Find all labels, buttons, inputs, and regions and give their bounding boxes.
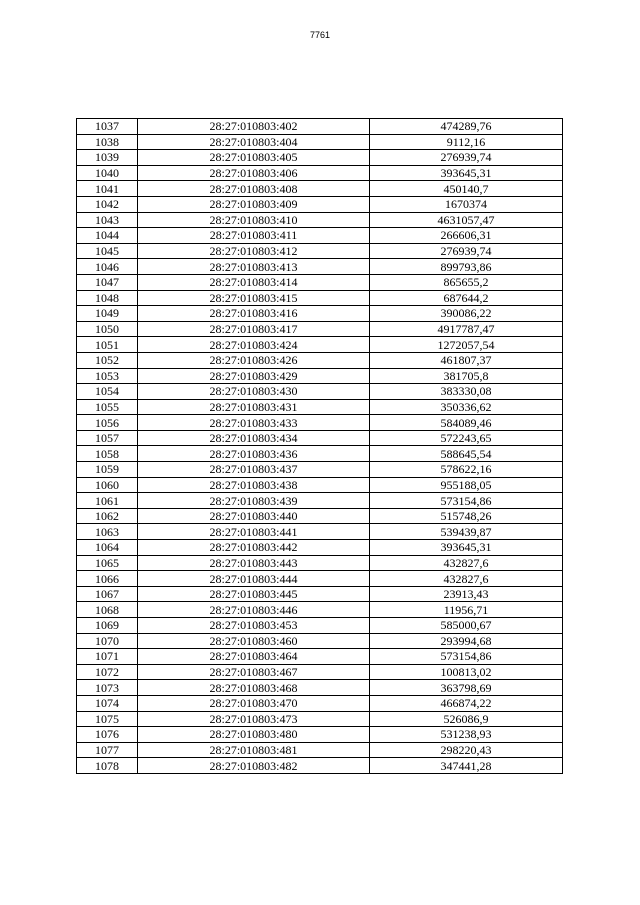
row-number-cell: 1044 bbox=[77, 228, 138, 244]
value-cell: 390086,22 bbox=[370, 306, 563, 322]
table-row bbox=[77, 306, 563, 322]
table-row bbox=[77, 540, 563, 556]
cadastral-number-cell: 28:27:010803:424 bbox=[138, 337, 370, 353]
row-number-cell: 1061 bbox=[77, 493, 138, 509]
cadastral-number-cell: 28:27:010803:443 bbox=[138, 555, 370, 571]
cadastral-number-cell: 28:27:010803:413 bbox=[138, 259, 370, 275]
cadastral-number-cell: 28:27:010803:467 bbox=[138, 664, 370, 680]
value-cell: 298220,43 bbox=[370, 742, 563, 758]
table-row bbox=[77, 649, 563, 665]
table-row bbox=[77, 337, 563, 353]
row-number-cell: 1054 bbox=[77, 384, 138, 400]
value-cell: 865655,2 bbox=[370, 274, 563, 290]
row-number-cell: 1058 bbox=[77, 446, 138, 462]
table-row bbox=[77, 228, 563, 244]
row-number-cell: 1037 bbox=[77, 119, 138, 135]
cadastral-number-cell: 28:27:010803:408 bbox=[138, 181, 370, 197]
table-row bbox=[77, 259, 563, 275]
row-number-cell: 1060 bbox=[77, 477, 138, 493]
table-body bbox=[77, 119, 563, 774]
table-row bbox=[77, 555, 563, 571]
table-row bbox=[77, 430, 563, 446]
value-cell: 461807,37 bbox=[370, 352, 563, 368]
cadastral-number-cell: 28:27:010803:439 bbox=[138, 493, 370, 509]
value-cell: 9112,16 bbox=[370, 134, 563, 150]
table-row bbox=[77, 321, 563, 337]
row-number-cell: 1039 bbox=[77, 150, 138, 166]
cadastral-number-cell: 28:27:010803:468 bbox=[138, 680, 370, 696]
value-cell: 585000,67 bbox=[370, 618, 563, 634]
value-cell: 432827,6 bbox=[370, 555, 563, 571]
cadastral-number-cell: 28:27:010803:409 bbox=[138, 196, 370, 212]
cadastral-number-cell: 28:27:010803:481 bbox=[138, 742, 370, 758]
page-number: 7761 bbox=[309, 30, 331, 40]
value-cell: 4631057,47 bbox=[370, 212, 563, 228]
value-cell: 393645,31 bbox=[370, 165, 563, 181]
value-cell: 432827,6 bbox=[370, 571, 563, 587]
cadastral-number-cell: 28:27:010803:445 bbox=[138, 586, 370, 602]
table-row bbox=[77, 290, 563, 306]
value-cell: 363798,69 bbox=[370, 680, 563, 696]
cadastral-number-cell: 28:27:010803:433 bbox=[138, 415, 370, 431]
table-row bbox=[77, 119, 563, 135]
value-cell: 383330,08 bbox=[370, 384, 563, 400]
value-cell: 450140,7 bbox=[370, 181, 563, 197]
cadastral-number-cell: 28:27:010803:440 bbox=[138, 508, 370, 524]
row-number-cell: 1070 bbox=[77, 633, 138, 649]
table-row bbox=[77, 493, 563, 509]
row-number-cell: 1071 bbox=[77, 649, 138, 665]
row-number-cell: 1056 bbox=[77, 415, 138, 431]
cadastral-number-cell: 28:27:010803:405 bbox=[138, 150, 370, 166]
row-number-cell: 1047 bbox=[77, 274, 138, 290]
cadastral-value-table bbox=[76, 118, 563, 774]
table-row bbox=[77, 586, 563, 602]
cadastral-number-cell: 28:27:010803:437 bbox=[138, 462, 370, 478]
row-number-cell: 1076 bbox=[77, 727, 138, 743]
value-cell: 100813,02 bbox=[370, 664, 563, 680]
value-cell: 347441,28 bbox=[370, 758, 563, 774]
row-number-cell: 1038 bbox=[77, 134, 138, 150]
value-cell: 1272057,54 bbox=[370, 337, 563, 353]
cadastral-number-cell: 28:27:010803:430 bbox=[138, 384, 370, 400]
table-row bbox=[77, 212, 563, 228]
value-cell: 276939,74 bbox=[370, 243, 563, 259]
table-row bbox=[77, 134, 563, 150]
table-row bbox=[77, 352, 563, 368]
value-cell: 955188,05 bbox=[370, 477, 563, 493]
cadastral-number-cell: 28:27:010803:482 bbox=[138, 758, 370, 774]
row-number-cell: 1048 bbox=[77, 290, 138, 306]
value-cell: 23913,43 bbox=[370, 586, 563, 602]
cadastral-number-cell: 28:27:010803:473 bbox=[138, 711, 370, 727]
cadastral-number-cell: 28:27:010803:431 bbox=[138, 399, 370, 415]
cadastral-number-cell: 28:27:010803:404 bbox=[138, 134, 370, 150]
table-row bbox=[77, 462, 563, 478]
value-cell: 466874,22 bbox=[370, 695, 563, 711]
cadastral-number-cell: 28:27:010803:415 bbox=[138, 290, 370, 306]
value-cell: 687644,2 bbox=[370, 290, 563, 306]
row-number-cell: 1069 bbox=[77, 618, 138, 634]
value-cell: 573154,86 bbox=[370, 493, 563, 509]
cadastral-number-cell: 28:27:010803:446 bbox=[138, 602, 370, 618]
cadastral-number-cell: 28:27:010803:436 bbox=[138, 446, 370, 462]
row-number-cell: 1045 bbox=[77, 243, 138, 259]
table-row bbox=[77, 196, 563, 212]
cadastral-number-cell: 28:27:010803:406 bbox=[138, 165, 370, 181]
table-row bbox=[77, 524, 563, 540]
row-number-cell: 1053 bbox=[77, 368, 138, 384]
value-cell: 578622,16 bbox=[370, 462, 563, 478]
row-number-cell: 1075 bbox=[77, 711, 138, 727]
table-row bbox=[77, 446, 563, 462]
table-row bbox=[77, 602, 563, 618]
row-number-cell: 1062 bbox=[77, 508, 138, 524]
cadastral-number-cell: 28:27:010803:410 bbox=[138, 212, 370, 228]
cadastral-number-cell: 28:27:010803:464 bbox=[138, 649, 370, 665]
value-cell: 588645,54 bbox=[370, 446, 563, 462]
cadastral-number-cell: 28:27:010803:442 bbox=[138, 540, 370, 556]
value-cell: 350336,62 bbox=[370, 399, 563, 415]
value-cell: 899793,86 bbox=[370, 259, 563, 275]
cadastral-number-cell: 28:27:010803:444 bbox=[138, 571, 370, 587]
value-cell: 293994,68 bbox=[370, 633, 563, 649]
table-row bbox=[77, 399, 563, 415]
table-row bbox=[77, 181, 563, 197]
cadastral-number-cell: 28:27:010803:414 bbox=[138, 274, 370, 290]
table-row bbox=[77, 618, 563, 634]
row-number-cell: 1050 bbox=[77, 321, 138, 337]
row-number-cell: 1040 bbox=[77, 165, 138, 181]
cadastral-number-cell: 28:27:010803:480 bbox=[138, 727, 370, 743]
value-cell: 266606,31 bbox=[370, 228, 563, 244]
value-cell: 393645,31 bbox=[370, 540, 563, 556]
table-row bbox=[77, 633, 563, 649]
cadastral-number-cell: 28:27:010803:426 bbox=[138, 352, 370, 368]
row-number-cell: 1068 bbox=[77, 602, 138, 618]
table-row bbox=[77, 680, 563, 696]
value-cell: 531238,93 bbox=[370, 727, 563, 743]
row-number-cell: 1064 bbox=[77, 540, 138, 556]
cadastral-number-cell: 28:27:010803:470 bbox=[138, 695, 370, 711]
row-number-cell: 1051 bbox=[77, 337, 138, 353]
row-number-cell: 1072 bbox=[77, 664, 138, 680]
row-number-cell: 1041 bbox=[77, 181, 138, 197]
value-cell: 1670374 bbox=[370, 196, 563, 212]
table-row bbox=[77, 415, 563, 431]
row-number-cell: 1078 bbox=[77, 758, 138, 774]
value-cell: 276939,74 bbox=[370, 150, 563, 166]
row-number-cell: 1073 bbox=[77, 680, 138, 696]
value-cell: 573154,86 bbox=[370, 649, 563, 665]
row-number-cell: 1052 bbox=[77, 352, 138, 368]
row-number-cell: 1055 bbox=[77, 399, 138, 415]
cadastral-number-cell: 28:27:010803:429 bbox=[138, 368, 370, 384]
cadastral-number-cell: 28:27:010803:441 bbox=[138, 524, 370, 540]
row-number-cell: 1074 bbox=[77, 695, 138, 711]
table-row bbox=[77, 727, 563, 743]
table-row bbox=[77, 243, 563, 259]
table-row bbox=[77, 165, 563, 181]
value-cell: 474289,76 bbox=[370, 119, 563, 135]
cadastral-number-cell: 28:27:010803:417 bbox=[138, 321, 370, 337]
cadastral-number-cell: 28:27:010803:438 bbox=[138, 477, 370, 493]
row-number-cell: 1043 bbox=[77, 212, 138, 228]
cadastral-number-cell: 28:27:010803:411 bbox=[138, 228, 370, 244]
table-row bbox=[77, 274, 563, 290]
value-cell: 515748,26 bbox=[370, 508, 563, 524]
table-row bbox=[77, 384, 563, 400]
table-row bbox=[77, 571, 563, 587]
value-cell: 539439,87 bbox=[370, 524, 563, 540]
table-row bbox=[77, 711, 563, 727]
row-number-cell: 1063 bbox=[77, 524, 138, 540]
cadastral-number-cell: 28:27:010803:416 bbox=[138, 306, 370, 322]
row-number-cell: 1066 bbox=[77, 571, 138, 587]
cadastral-number-cell: 28:27:010803:412 bbox=[138, 243, 370, 259]
value-cell: 4917787,47 bbox=[370, 321, 563, 337]
cadastral-number-cell: 28:27:010803:402 bbox=[138, 119, 370, 135]
table-row bbox=[77, 150, 563, 166]
table-row bbox=[77, 477, 563, 493]
value-cell: 572243,65 bbox=[370, 430, 563, 446]
row-number-cell: 1046 bbox=[77, 259, 138, 275]
table-row bbox=[77, 508, 563, 524]
row-number-cell: 1057 bbox=[77, 430, 138, 446]
value-cell: 11956,71 bbox=[370, 602, 563, 618]
table-row bbox=[77, 758, 563, 774]
row-number-cell: 1077 bbox=[77, 742, 138, 758]
row-number-cell: 1065 bbox=[77, 555, 138, 571]
row-number-cell: 1067 bbox=[77, 586, 138, 602]
cadastral-number-cell: 28:27:010803:453 bbox=[138, 618, 370, 634]
row-number-cell: 1042 bbox=[77, 196, 138, 212]
table-row bbox=[77, 368, 563, 384]
value-cell: 526086,9 bbox=[370, 711, 563, 727]
row-number-cell: 1059 bbox=[77, 462, 138, 478]
value-cell: 381705,8 bbox=[370, 368, 563, 384]
row-number-cell: 1049 bbox=[77, 306, 138, 322]
cadastral-number-cell: 28:27:010803:434 bbox=[138, 430, 370, 446]
table-row bbox=[77, 664, 563, 680]
table-row bbox=[77, 742, 563, 758]
cadastral-number-cell: 28:27:010803:460 bbox=[138, 633, 370, 649]
value-cell: 584089,46 bbox=[370, 415, 563, 431]
table-row bbox=[77, 695, 563, 711]
